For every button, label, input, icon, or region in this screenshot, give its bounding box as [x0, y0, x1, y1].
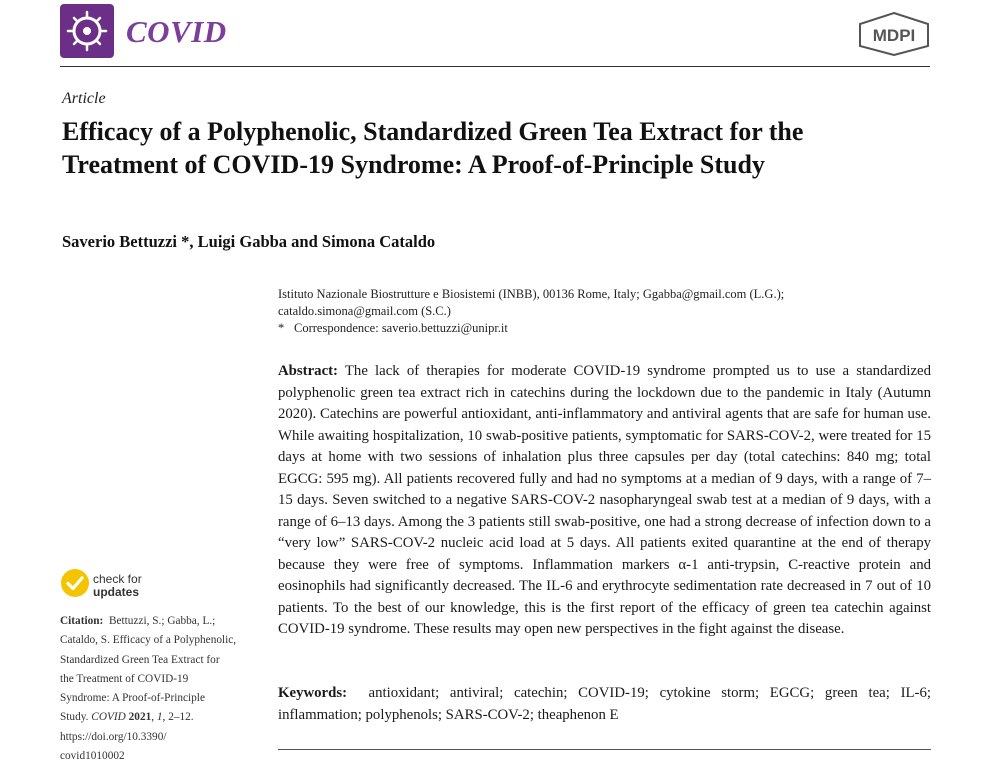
correspondence-line: [278, 320, 938, 337]
citation-line: Study. COVID 2021, 1, 2–12.: [60, 711, 194, 724]
publisher-name: MDPI: [872, 26, 916, 45]
mdpi-logo-icon: [858, 12, 930, 56]
check-updates-icon: [60, 568, 90, 598]
citation-volume: 1: [156, 711, 163, 724]
citation-line: Bettuzzi, S.; Gabba, L.;: [108, 615, 216, 627]
citation-label: Citation:: [60, 615, 104, 627]
citation-doi-link[interactable]: https://doi.org/10.3390/: [60, 730, 167, 743]
citation-line: Syndrome: A Proof-of-Principle: [60, 692, 205, 705]
abstract-text: The lack of therapies for moderate COVID-19 syndrome prompted us to use a standardized polyphenolic green tea extract rich in catechins during the lockdown due to the pandemic in Italy (Autumn 2020). Catechins are powerful antioxidant, anti-inflammatory and antiviral agents that are safe for human use. While awaiting hospitalization, 10 swab-positive patients, symptomatic for SARS-COV-2, were treated for 15 days at home with two sessions of inhalation plus three capsules per day (total catechins: 840 mg; total EGCG: 595 mg). All patients recovered fully and had no symptoms at a median of 9 days, with a range of 7–15 days. Seven switched to a negative SARS-COV-2 nasopharyngeal swab test at a median of 9 days, with a range of 6–13 days. Among the 3 patients still swab-positive, one had a strong decrease of infection down to a “very low” SARS-COV-2 nucleic acid load at 5 days. All patients exited quarantine at the end of therapy because they were free of symptoms. Inflammation markers α-1 anti-trypsin, C-reactive protein and eosinophils had significantly decreased. The IL-6 and erythrocyte sedimentation rate decreased in 7 out of 10 patients. To the best of our knowledge, this is the first report of the efficacy of green tea catechin against COVID-19 syndrome. These results may open new perspectives in the fight against the disease.: [278, 363, 931, 637]
citation-block: [60, 612, 260, 766]
updates-label-top: check for: [93, 572, 142, 586]
correspondence-text: Correspondence: saverio.bettuzzi@unipr.it: [294, 321, 508, 335]
citation-doi-link[interactable]: covid1010002: [60, 750, 125, 763]
journal-header: [60, 4, 930, 64]
citation-line: Standardized Green Tea Extract for: [60, 653, 220, 666]
affiliation-line: Istituto Nazionale Biostrutture e Biosistemi (INBB), 00136 Rome, Italy; Ggabba@gmail.com (L.G.);: [278, 287, 785, 301]
abstract: [278, 361, 931, 641]
covid-journal-logo-icon: [60, 4, 114, 58]
updates-label-bottom: updates: [93, 585, 140, 599]
citation-journal: COVID: [91, 711, 126, 724]
citation-line: Cataldo, S. Efficacy of a Polyphenolic,: [60, 634, 237, 647]
keywords: [278, 683, 931, 726]
keywords-text: antioxidant; antiviral; catechin; COVID-19; cytokine storm; EGCG; green tea; IL-6; inflammation; polyphenols; SARS-COV-2; theaphenon E: [278, 685, 931, 723]
check-for-updates-badge[interactable]: [60, 568, 170, 604]
article-type: Article: [62, 90, 106, 107]
affiliation-line: cataldo.simona@gmail.com (S.C.): [278, 304, 451, 318]
journal-name: COVID: [126, 14, 227, 49]
correspondence-mark: *: [278, 321, 285, 335]
author-list: Saverio Bettuzzi *, Luigi Gabba and Simona Cataldo: [62, 232, 436, 251]
article-title: Efficacy of a Polyphenolic, Standardized Green Tea Extract for the Treatment of COVID-19 Syndrome: A Proof-of-Principle Study: [62, 117, 804, 179]
header-divider: [60, 66, 930, 67]
citation-line: the Treatment of COVID-19: [60, 672, 189, 685]
footer-divider: [278, 749, 931, 750]
affiliation-block: [278, 286, 938, 337]
abstract-label: Abstract:: [278, 363, 338, 379]
citation-year: 2021: [128, 711, 152, 724]
keywords-label: Keywords:: [278, 685, 348, 701]
